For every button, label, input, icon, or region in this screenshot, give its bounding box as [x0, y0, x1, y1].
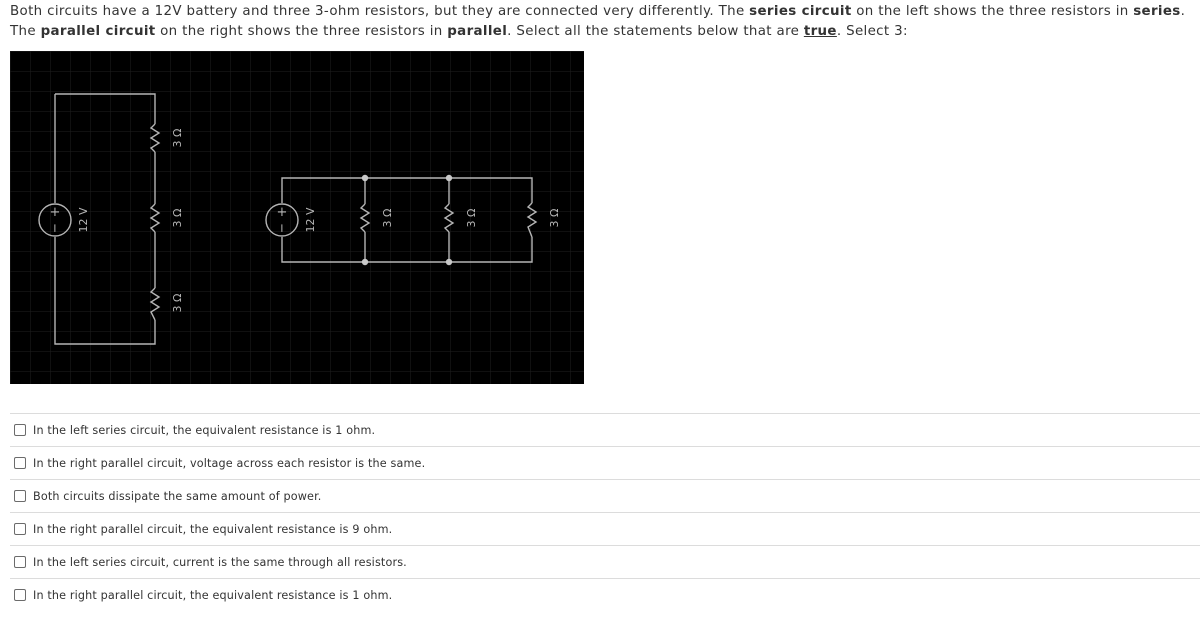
battery-label: 12 V: [304, 207, 317, 233]
answer-option[interactable]: [10, 512, 1200, 545]
resistor-label: 3 Ω: [171, 293, 184, 313]
answer-option[interactable]: [10, 446, 1200, 479]
resistor-label: 3 Ω: [171, 128, 184, 148]
question-part: Both circuits have a 12V battery and three 3-ohm resistors, but they are connected very differently. The: [10, 4, 750, 19]
diagram-grid: [10, 51, 584, 384]
checkbox[interactable]: [14, 457, 26, 469]
resistor-label: 3 Ω: [171, 208, 184, 228]
checkbox[interactable]: [14, 490, 26, 502]
answer-option[interactable]: [10, 413, 1200, 446]
question-part: . The: [10, 4, 1186, 39]
battery-label: 12 V: [77, 207, 90, 233]
junction-node: [446, 175, 452, 181]
battery-minus-sign: −: [275, 222, 289, 234]
battery-plus-sign: +: [276, 205, 288, 220]
resistor-label: 3 Ω: [381, 208, 394, 228]
checkbox[interactable]: [14, 589, 26, 601]
answer-option-label: In the right parallel circuit, the equivalent resistance is 1 ohm.: [33, 588, 393, 602]
answer-option-label: Both circuits dissipate the same amount of power.: [33, 489, 322, 503]
question-part: on the left shows the three resistors in: [851, 4, 1134, 19]
checkbox[interactable]: [14, 523, 26, 535]
battery-plus-sign: +: [49, 205, 61, 220]
resistor-label: 3 Ω: [465, 208, 478, 228]
question-emphasis-true: true: [803, 24, 837, 39]
answer-options: [10, 413, 1200, 611]
answer-option-label: In the right parallel circuit, voltage across each resistor is the same.: [33, 456, 426, 470]
junction-node: [446, 259, 452, 265]
question-part: on the right shows the three resistors in: [155, 24, 448, 39]
question-emphasis: series: [1133, 4, 1181, 19]
question-emphasis: parallel: [447, 24, 508, 39]
resistor-label: 3 Ω: [548, 208, 561, 228]
answer-option-label: In the left series circuit, current is the same through all resistors.: [33, 555, 407, 569]
question-emphasis: parallel circuit: [40, 24, 156, 39]
answer-option[interactable]: [10, 578, 1200, 611]
answer-option-label: In the right parallel circuit, the equivalent resistance is 9 ohm.: [33, 522, 393, 536]
question-text: [10, 2, 1200, 42]
checkbox[interactable]: [14, 424, 26, 436]
question-part: . Select all the statements below that are: [507, 24, 804, 39]
question-part: . Select 3:: [836, 24, 908, 39]
checkbox[interactable]: [14, 556, 26, 568]
junction-node: [362, 175, 368, 181]
circuit-diagram: [10, 51, 584, 384]
battery-minus-sign: −: [48, 222, 62, 234]
question-emphasis: series circuit: [749, 4, 852, 19]
answer-option[interactable]: [10, 479, 1200, 512]
answer-option[interactable]: [10, 545, 1200, 578]
answer-option-label: In the left series circuit, the equivalent resistance is 1 ohm.: [33, 423, 376, 437]
junction-node: [362, 259, 368, 265]
